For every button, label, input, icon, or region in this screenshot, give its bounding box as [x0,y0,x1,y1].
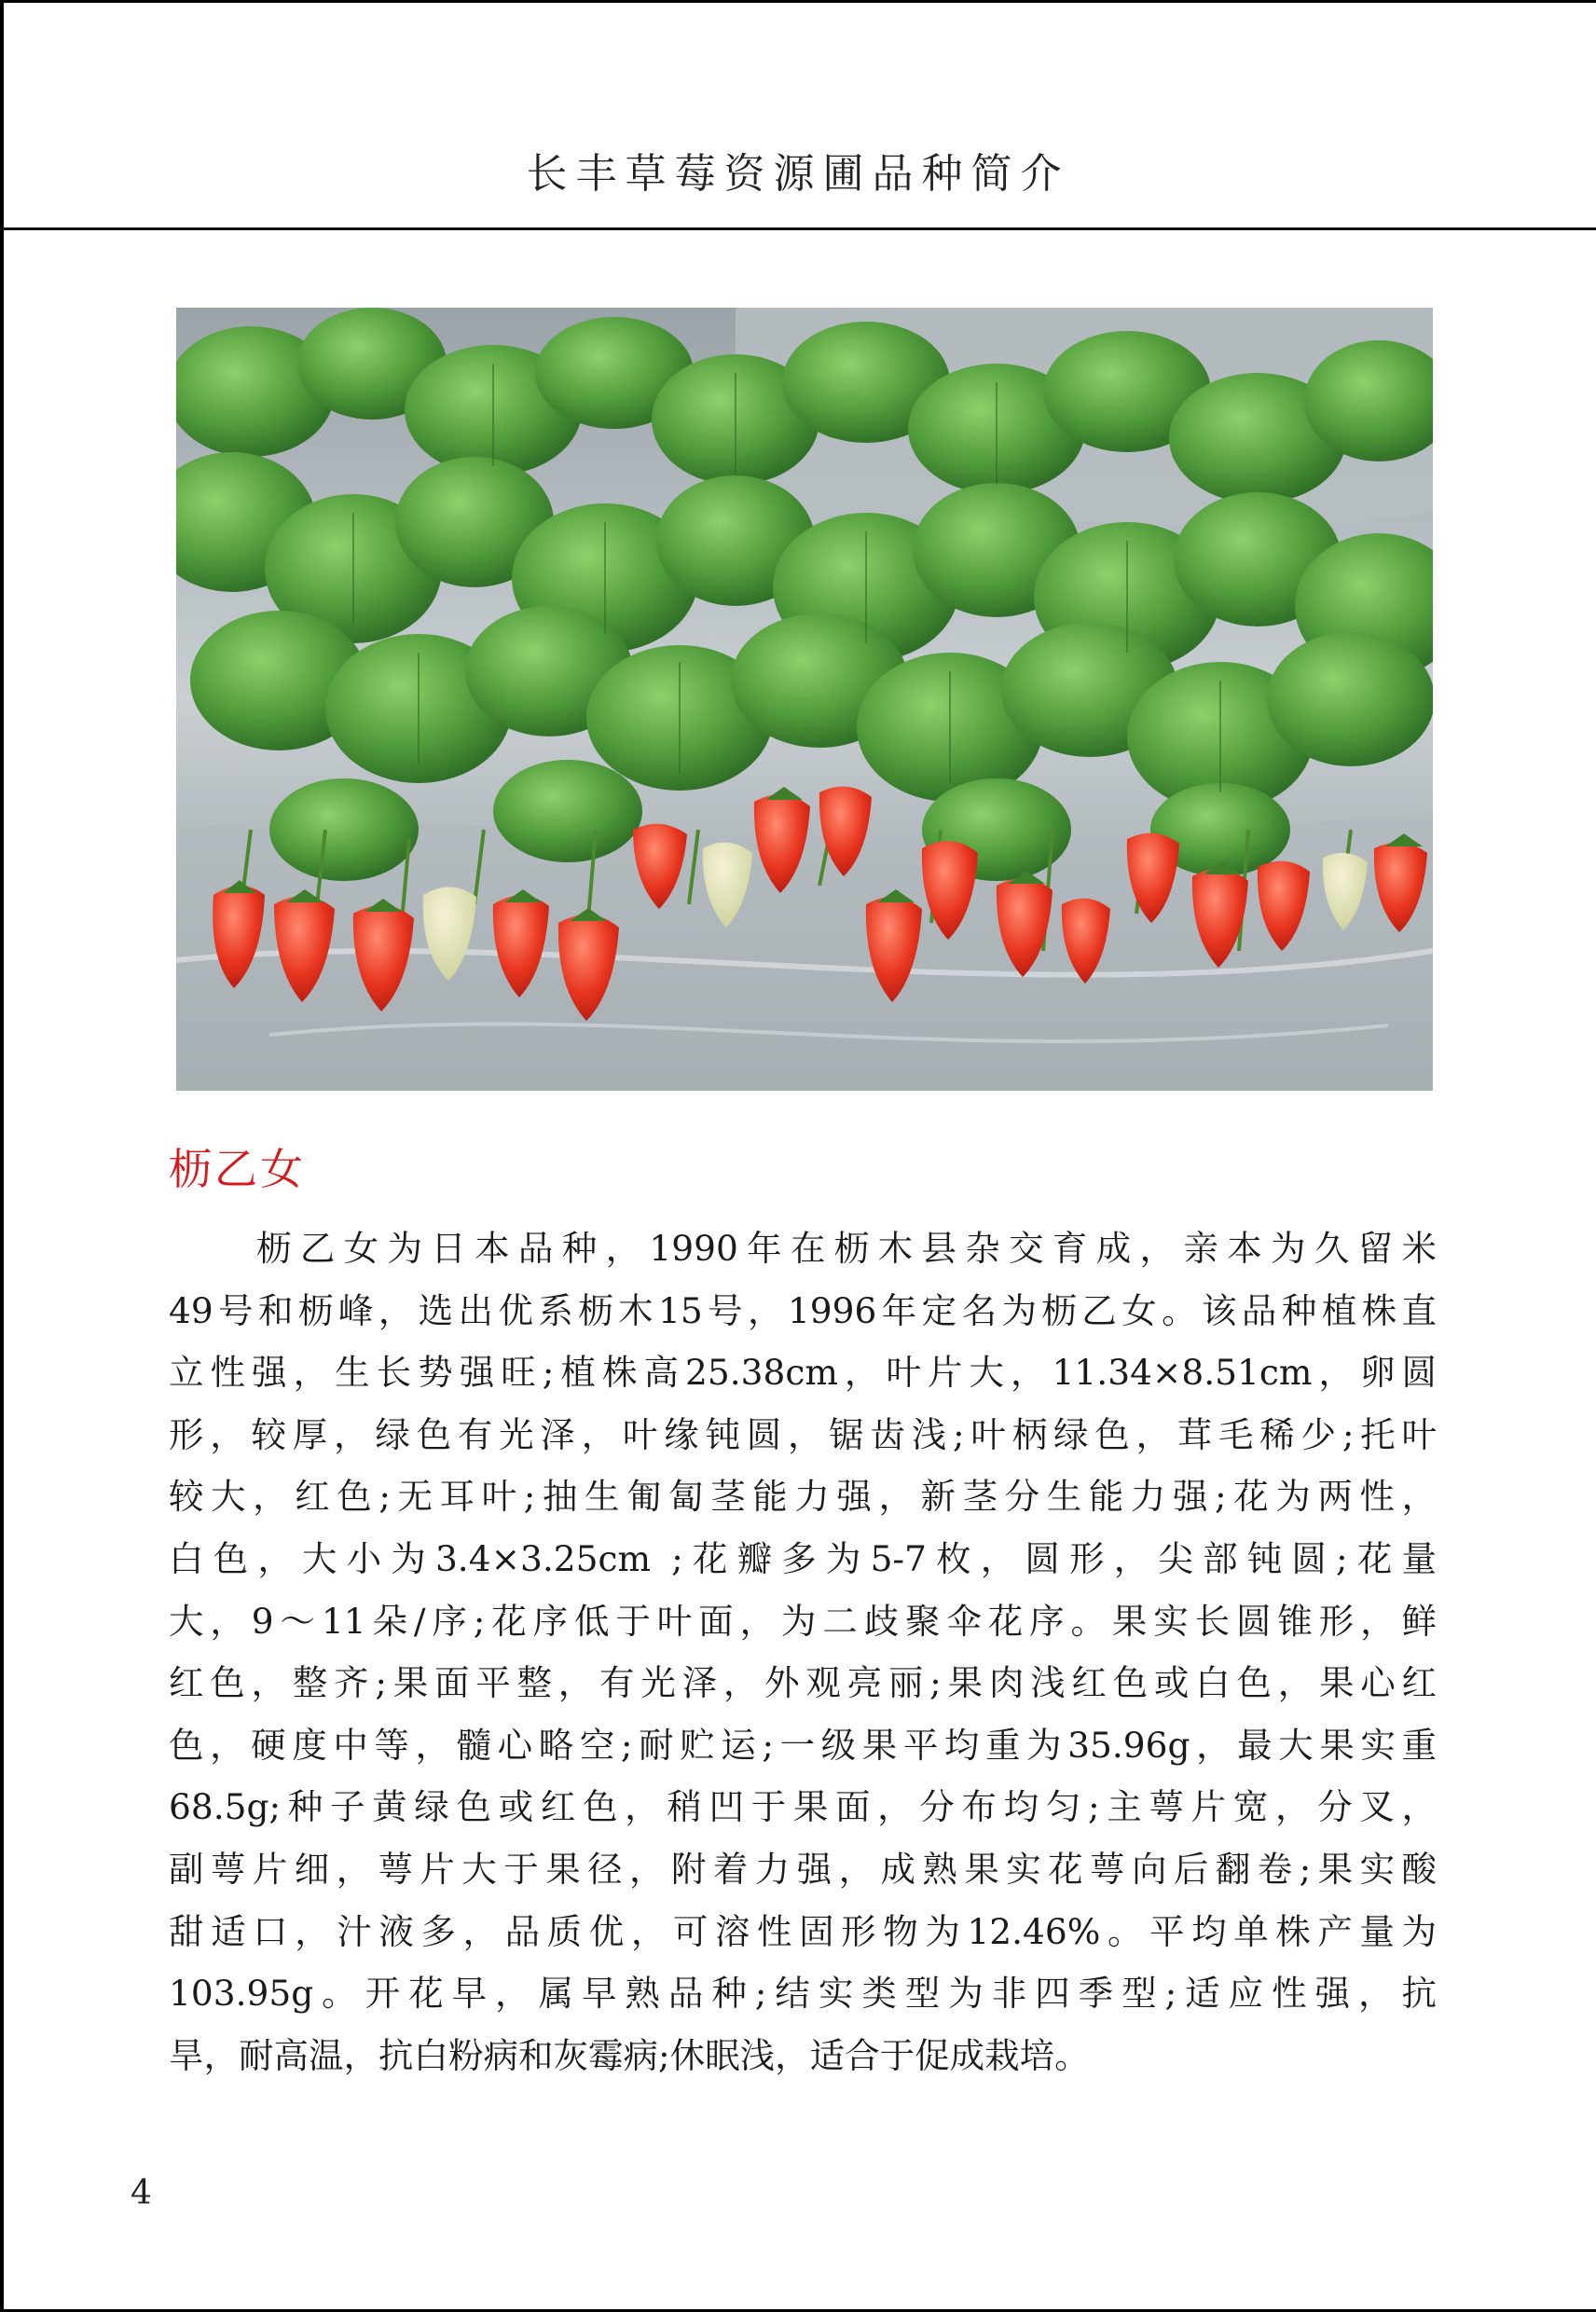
page-border-top [0,0,1596,3]
description-line: 较大，红色;无耳叶;抽生匍匐茎能力强，新茎分生能力强;花为两性， [169,1476,1437,1518]
running-header: 长丰草莓资源圃品种简介 [526,150,1070,198]
header-rule [0,227,1596,230]
description-line: 立性强，生长势强旺;植株高25.38cm，叶片大，11.34×8.51cm，卵圆 [169,1352,1437,1394]
description-line: 甜适口，汁液多，品质优，可溶性固形物为12.46%。平均单株产量为 [169,1910,1437,1952]
description-line: 枥乙女为日本品种，1990年在枥木县杂交育成，亲本为久留米 [256,1228,1437,1269]
variety-title: 枥乙女 [169,1144,306,1194]
variety-description [169,1218,1437,2086]
description-line: 旱，耐高温，抗白粉病和灰霉病;休眠浅，适合于促成栽培。 [169,2034,1090,2076]
description-line: 色，硬度中等，髓心略空;耐贮运;一级果平均重为35.96g，最大果实重 [169,1724,1437,1766]
page-border-left [0,0,4,2312]
description-line: 49号和枥峰，选出优系枥木15号，1996年定名为枥乙女。该品种植株直 [169,1289,1437,1331]
description-line: 副萼片细，萼片大于果径，附着力强，成熟果实花萼向后翻卷;果实酸 [169,1848,1437,1890]
description-line: 大，9～11朵/序;花序低于叶面，为二歧聚伞花序。果实长圆锥形，鲜 [169,1600,1437,1642]
description-line: 形，较厚，绿色有光泽，叶缘钝圆，锯齿浅;叶柄绿色，茸毛稀少;托叶 [169,1413,1437,1455]
description-line: 103.95g。开花早，属早熟品种;结实类型为非四季型;适应性强，抗 [169,1973,1437,2015]
strawberry-photo [176,308,1433,1091]
description-line: 红色，整齐;果面平整，有光泽，外观亮丽;果肉浅红色或白色，果心红 [169,1662,1437,1704]
page-number: 4 [131,2174,152,2212]
description-line: 白色，大小为3.4×3.25cm ;花瓣多为5-7枚，圆形，尖部钝圆;花量 [169,1537,1437,1579]
description-line: 68.5g;种子黄绿色或红色，稍凹于果面，分布均匀;主萼片宽，分叉， [169,1786,1437,1828]
